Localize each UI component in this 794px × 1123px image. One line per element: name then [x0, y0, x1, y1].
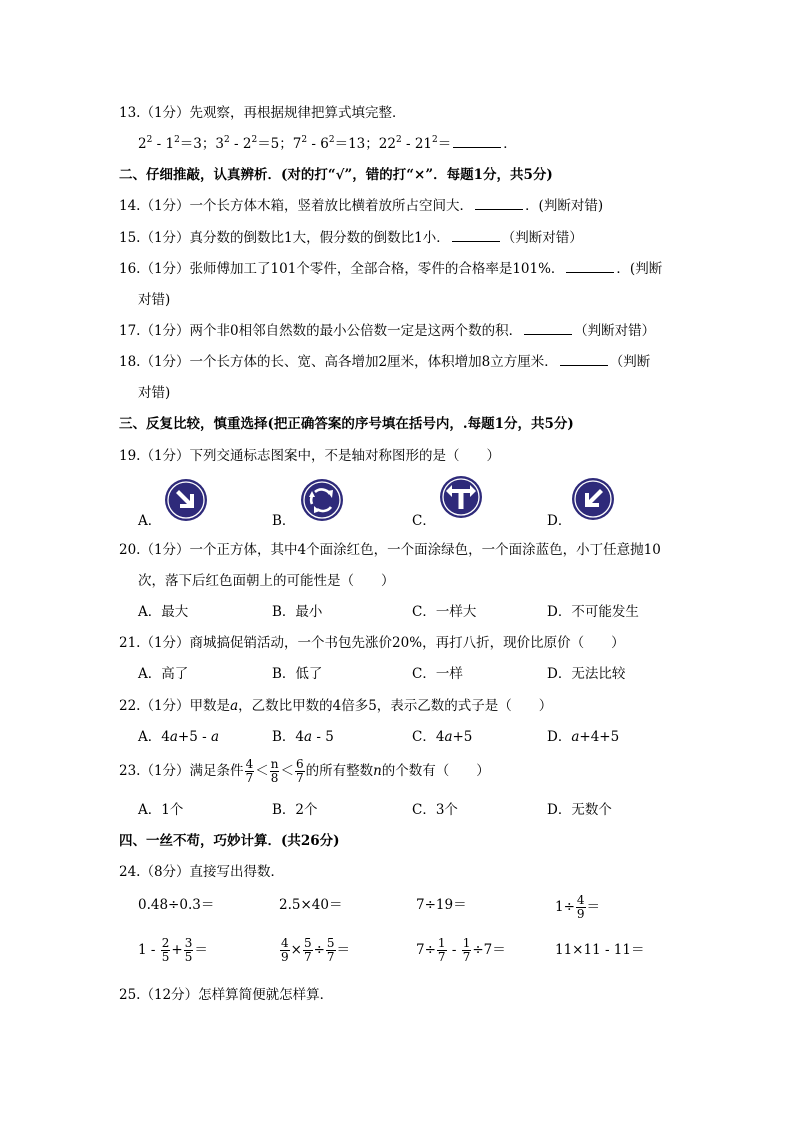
section-2-heading: 二、仔细推敲，认真辨析．(对的打“√”，错的打“×”．每题1分，共5分): [119, 167, 553, 183]
q22-option-c[interactable]: C．4a+5: [412, 729, 473, 745]
q19-text: 19.（1分）下列交通标志图案中，不是轴对称图形的是（ ）: [119, 448, 501, 464]
fraction: $\frac{1}{7}$: [437, 936, 446, 964]
q22-text: 22.（1分）甲数是a，乙数比甲数的4倍多5，表示乙数的式子是（ ）: [119, 698, 553, 714]
answer-blank[interactable]: [560, 353, 608, 366]
q21-option-d[interactable]: D．无法比较: [547, 666, 626, 682]
q20-option-d[interactable]: D．不可能发生: [547, 604, 639, 620]
fraction: $\frac{5}{7}$: [303, 936, 312, 964]
q22-option-a[interactable]: A．4a+5 - a: [138, 729, 220, 745]
section-3-heading: 三、反复比较，慎重选择(把正确答案的序号填在括号内，.每题1分，共5分): [119, 416, 574, 432]
q23-option-d[interactable]: D．无数个: [547, 802, 612, 818]
arrow-down-right-icon: [164, 478, 208, 522]
q17: 17.（1分）两个非0相邻自然数的最小公倍数一定是这两个数的积． （判断对错）: [119, 323, 656, 339]
fraction: $\frac{1}{7}$: [462, 936, 471, 964]
q13-text: 13.（1分）先观察，再根据规律把算式填完整．: [119, 105, 406, 121]
answer-blank[interactable]: [452, 229, 500, 242]
q19-option-c[interactable]: C．: [412, 513, 436, 529]
q18-line2: 对错): [138, 385, 171, 401]
answer-blank[interactable]: [524, 322, 572, 335]
section-4-heading: 四、一丝不苟，巧妙计算．(共26分): [119, 833, 340, 849]
fraction: $\frac{5}{7}$: [326, 936, 335, 964]
calc-item: 0.48÷0.3＝: [138, 897, 215, 913]
q21-option-b[interactable]: B．低了: [272, 666, 323, 682]
q20-option-a[interactable]: A．最大: [138, 604, 189, 620]
fraction: $\frac{n}{8}$: [270, 757, 279, 785]
q15: 15.（1分）真分数的倒数比1大，假分数的倒数比1小． （判断对错）: [119, 230, 583, 246]
q21-option-a[interactable]: A．高了: [138, 666, 189, 682]
q16: 16.（1分）张师傅加工了101个零件，全部合格，零件的合格率是101%． ．(判断: [119, 261, 663, 277]
roundabout-icon: [300, 478, 344, 522]
answer-blank[interactable]: [475, 197, 523, 210]
q20-option-b[interactable]: B．最小: [272, 604, 323, 620]
fraction: $\frac{3}{5}$: [184, 936, 193, 964]
q24-text: 24.（8分）直接写出得数．: [119, 864, 285, 880]
q20-option-c[interactable]: C．一样大: [412, 604, 477, 620]
q19-option-a[interactable]: A．: [138, 513, 162, 529]
calc-item: 7÷ $\frac{1}{7}$ - $\frac{1}{7}$ ÷7＝: [416, 936, 506, 964]
q23-option-b[interactable]: B．2个: [272, 802, 318, 818]
q25-text: 25.（12分）怎样算简便就怎样算．: [119, 987, 334, 1003]
calc-item: 2.5×40＝: [279, 897, 343, 913]
fraction: $\frac{6}{7}$: [295, 757, 304, 785]
q19-option-d[interactable]: D．: [547, 513, 572, 529]
answer-blank[interactable]: [566, 260, 614, 273]
q16-line2: 对错): [138, 292, 171, 308]
q23-option-a[interactable]: A．1个: [138, 802, 184, 818]
calc-item: 7÷19＝: [416, 897, 467, 913]
fraction: $\frac{2}{5}$: [161, 936, 170, 964]
q23-option-c[interactable]: C．3个: [412, 802, 458, 818]
fraction: $\frac{4}{7}$: [245, 757, 254, 785]
q20-line2: 次，落下后红色面朝上的可能性是（ ）: [138, 573, 395, 589]
answer-blank[interactable]: [453, 135, 501, 148]
calc-item: 1 - $\frac{2}{5}$ + $\frac{3}{5}$ ＝: [138, 936, 208, 964]
fraction: $\frac{4}{9}$: [576, 893, 585, 921]
q22-option-d[interactable]: D．a+4+5: [547, 729, 620, 745]
q22-option-b[interactable]: B．4a - 5: [272, 729, 334, 745]
calc-item: 1÷ $\frac{4}{9}$ ＝: [555, 893, 601, 921]
q23-text: 23.（1分）满足条件 $\frac{4}{7}$ ＜ $\frac{n}{8}$ ＜ $\frac{6}{7}$ 的所有整数n的个数有（ ）: [119, 757, 490, 785]
arrow-down-left-icon: [571, 477, 615, 521]
q21-option-c[interactable]: C．一样: [412, 666, 463, 682]
q14: 14.（1分）一个长方体木箱，竖着放比横着放所占空间大． ．(判断对错): [119, 198, 604, 214]
q19-option-b[interactable]: B．: [272, 513, 296, 529]
turn-left-right-icon: [439, 475, 483, 519]
fraction: $\frac{4}{9}$: [281, 936, 289, 964]
q13-expression: $2^2 - 1^2=3$；$3^2 - 2^2=5$；$7^2 - 6^2=13$；$22^2 - 21^2=$ ．: [138, 135, 517, 152]
q18: 18.（1分）一个长方体的长、宽、高各增加2厘米，体积增加8立方厘米． （判断: [119, 354, 651, 370]
q20-text: 20.（1分）一个正方体，其中4个面涂红色，一个面涂绿色，一个面涂蓝色，小丁任意抛10: [119, 542, 661, 558]
q21-text: 21.（1分）商城搞促销活动，一个书包先涨价20%，再打八折，现价比原价（ ）: [119, 635, 625, 651]
calc-item: 11×11 - 11＝: [555, 942, 645, 958]
calc-item: $\frac{4}{9}$ × $\frac{5}{7}$ ÷ $\frac{5}{7}$ ＝: [281, 936, 351, 964]
